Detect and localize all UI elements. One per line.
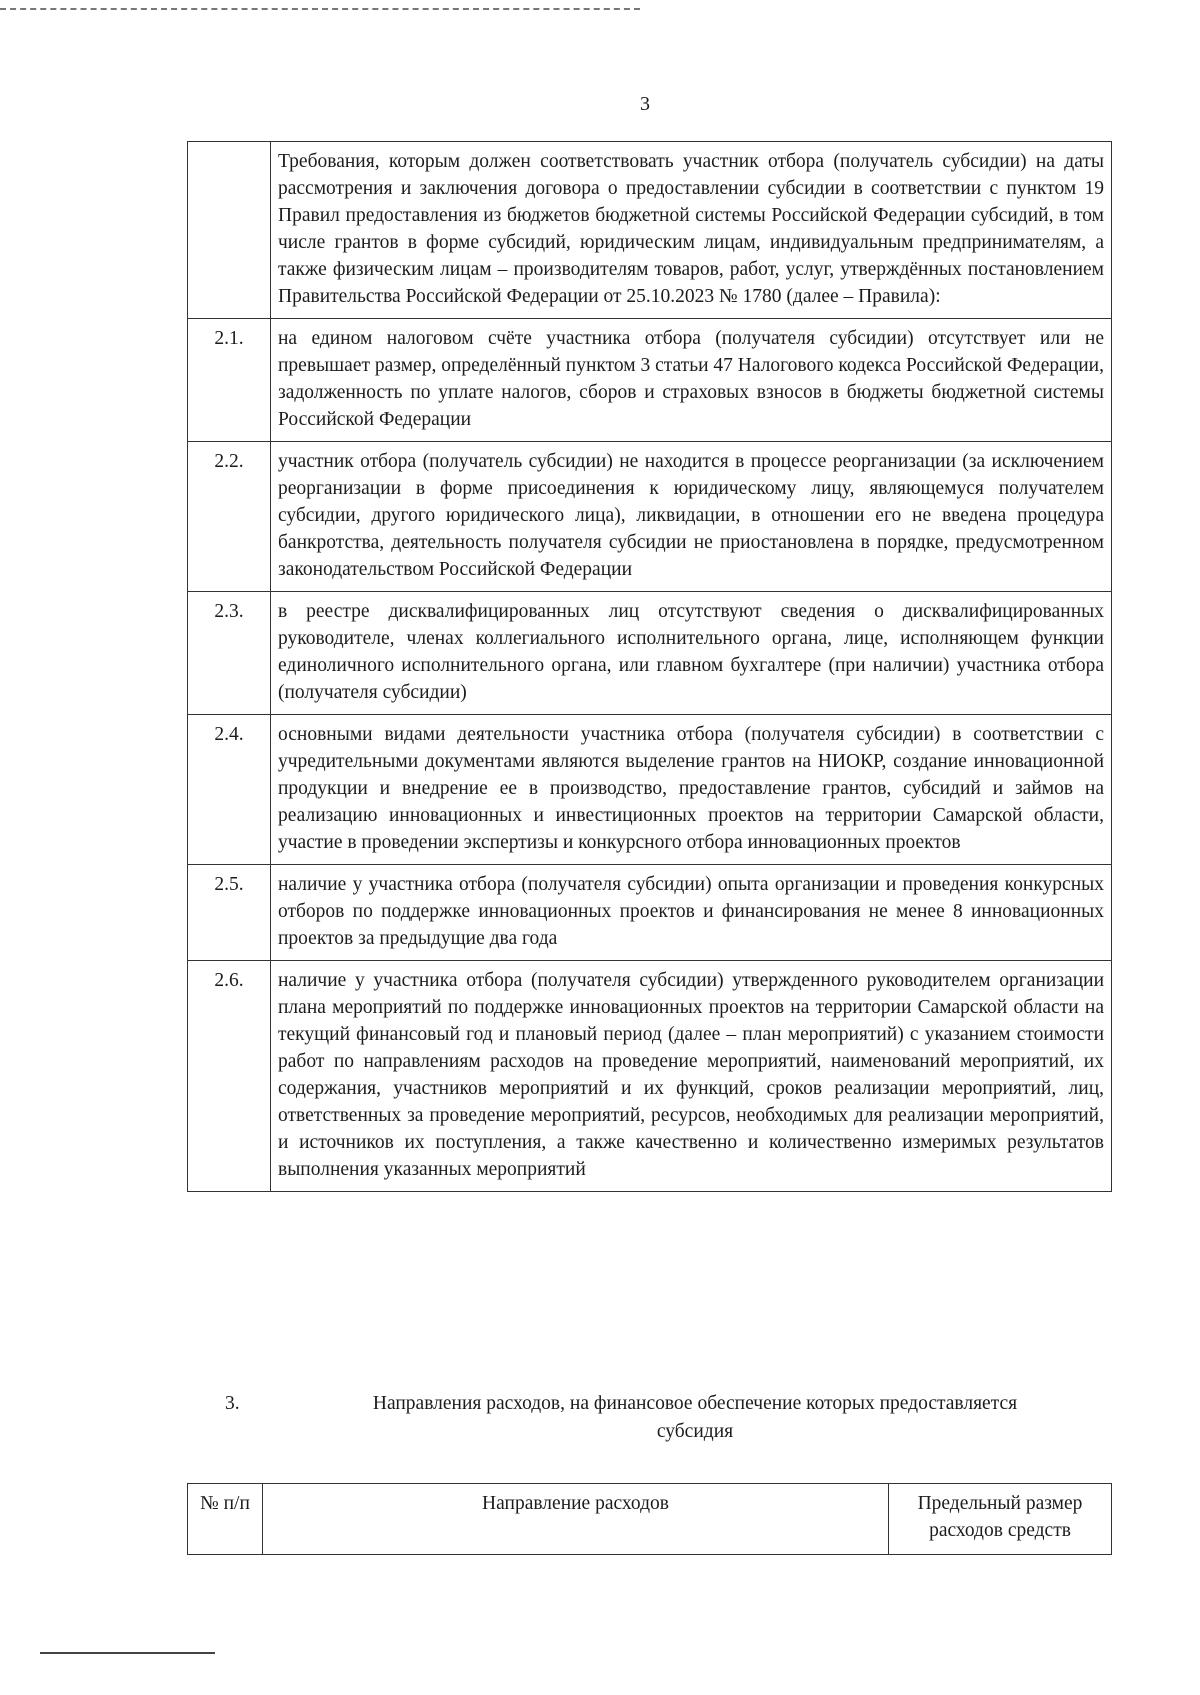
table-row bbox=[188, 961, 1112, 1192]
row-text: в реестре дисквалифицированных лиц отсутствуют сведения о дисквалифицированных руководителе, членах коллегиального исполнительного органа, лице, исполняющем функции единоличного исполнительного органа, или главном бухгалтере (при наличии) участника отбора (получателя субсидии) bbox=[271, 592, 1112, 715]
table-row bbox=[188, 715, 1112, 865]
table-header-row bbox=[188, 1484, 1112, 1555]
section-title-line: субсидия bbox=[656, 1421, 734, 1442]
table-row bbox=[188, 592, 1112, 715]
row-text: участник отбора (получатель субсидии) не находится в процессе реорганизации (за исключением реорганизации в форме присоединения к юридическому лицу, являющемуся получателем субсидии, другого юридического лица), ликвидации, в отношении его не введена процедура банкротства, деятельность получателя субсидии не приостановлена в порядке, предусмотренном законодательством Российской Федерации bbox=[271, 442, 1112, 592]
requirements-table bbox=[187, 141, 1112, 1192]
scan-edge-line bbox=[0, 8, 640, 10]
row-text: Требования, которым должен соответствовать участник отбора (получатель субсидии) на даты рассмотрения и заключения договора о предоставлении субсидии в соответствии с пунктом 19 Правил предоставления из бюджетов бюджетной системы Российской Федерации субсидий, в том числе грантов в форме субсидий, юридическим лицам, индивидуальным предпринимателям, а также физическим лицам – производителям товаров, работ, услуг, утверждённых постановлением Правительства Российской Федерации от 25.10.2023 № 1780 (далее – Правила): bbox=[271, 142, 1112, 319]
table-row bbox=[188, 442, 1112, 592]
column-header-limit-line: Предельный размер bbox=[917, 1493, 1083, 1514]
column-header-direction: Направление расходов bbox=[263, 1484, 889, 1555]
table-row bbox=[188, 865, 1112, 961]
row-text: наличие у участника отбора (получателя субсидии) утвержденного руководителем организации плана мероприятий по поддержке инновационных проектов на территории Самарской области на текущий финансовый год и плановый период (далее – план мероприятий) с указанием стоимости работ по направлениям расходов на проведение мероприятий, наименований мероприятий, их содержания, участников мероприятий и их функций, сроков реализации мероприятий, лиц, ответственных за проведение мероприятий, ресурсов, необходимых для реализации мероприятий, и источников их поступления, а также качественно и количественно измеримых результатов выполнения указанных мероприятий bbox=[271, 961, 1112, 1192]
row-text: основными видами деятельности участника отбора (получателя субсидии) в соответствии с учредительными документами являются выделение грантов на НИОКР, создание инновационной продукции и внедрение ее в производство, предоставление грантов, субсидий и займов на реализацию инновационных и инвестиционных проектов на территории Самарской области, участие в проведении экспертизы и конкурсного отбора инновационных проектов bbox=[271, 715, 1112, 865]
row-text: наличие у участника отбора (получателя субсидии) опыта организации и проведения конкурсных отборов по поддержке инновационных проектов и финансирования не менее 8 инновационных проектов за предыдущие два года bbox=[271, 865, 1112, 961]
row-number: 2.5. bbox=[188, 865, 271, 961]
section-number: 3. bbox=[225, 1393, 240, 1414]
section-title bbox=[285, 1390, 1105, 1446]
row-number: 2.3. bbox=[188, 592, 271, 715]
footnote-separator bbox=[40, 1652, 215, 1654]
page-number: 3 bbox=[640, 93, 650, 115]
row-number: 2.1. bbox=[188, 319, 271, 442]
table-row bbox=[188, 142, 1112, 319]
row-number: 2.2. bbox=[188, 442, 271, 592]
section-title-line: Направления расходов, на финансовое обеспечение которых предоставляется bbox=[372, 1393, 1018, 1414]
column-header-limit bbox=[889, 1484, 1112, 1555]
table-row bbox=[188, 319, 1112, 442]
column-header-number: № п/п bbox=[188, 1484, 263, 1555]
row-text: на едином налоговом счёте участника отбора (получателя субсидии) отсутствует или не превышает размер, определённый пунктом 3 статьи 47 Налогового кодекса Российской Федерации, задолженность по уплате налогов, сборов и страховых взносов в бюджеты бюджетной системы Российской Федерации bbox=[271, 319, 1112, 442]
column-header-limit-line: расходов средств bbox=[929, 1520, 1071, 1541]
row-number: 2.6. bbox=[188, 961, 271, 1192]
expenses-table bbox=[187, 1483, 1112, 1555]
row-number bbox=[188, 142, 271, 319]
row-number: 2.4. bbox=[188, 715, 271, 865]
